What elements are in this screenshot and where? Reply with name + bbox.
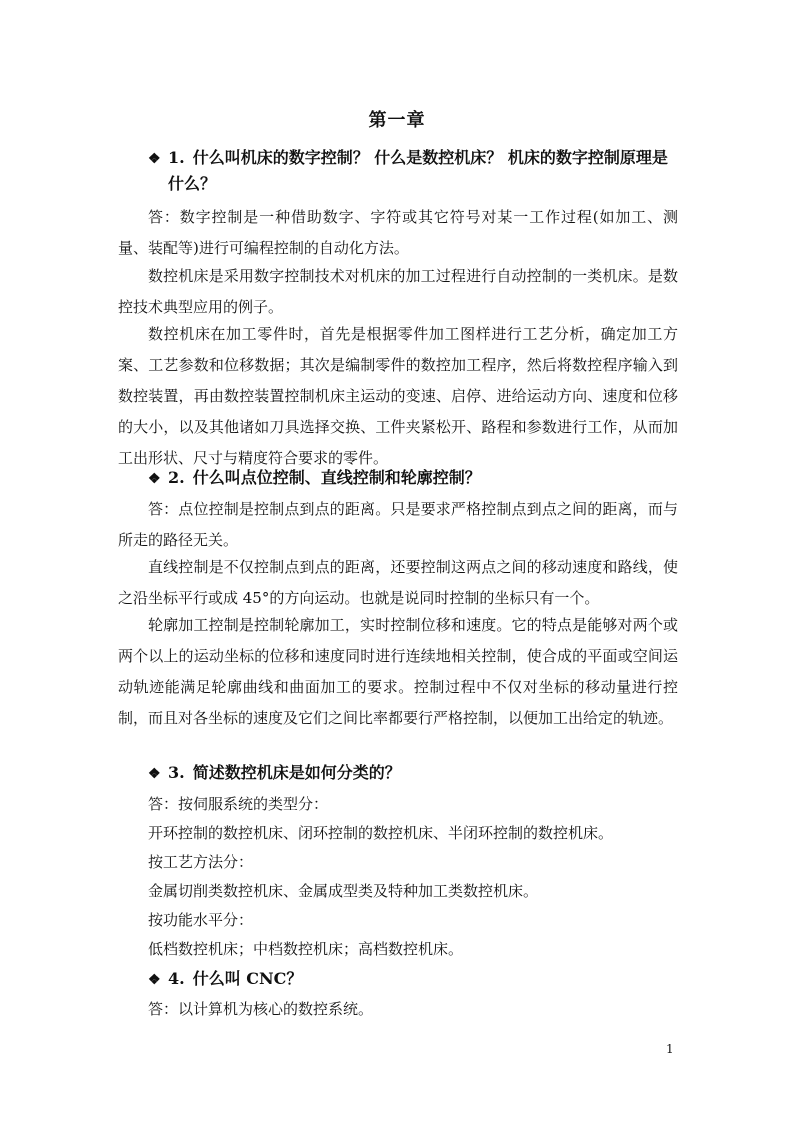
question-1 <box>148 143 668 193</box>
question-number: 2. <box>168 468 185 487</box>
answer-paragraph: 数控机床在加工零件时，首先是根据零件加工图样进行工艺分析，确定加工方案、工艺参数和位移数据；其次是编制零件的数控加工程序，然后将数控程序输入到数控装置，再由数控装置控制机床主运动的变速、启停、进给运动方向、速度和位移的大小，以及其他诸如刀具选择交换、工件夹紧松开、路程和参数进行工作，从而加工出形状、尺寸与精度符合要求的零件。 <box>118 325 678 467</box>
answer-line: 开环控制的数控机床、闭环控制的数控机床、半闭环控制的数控机床。 <box>148 824 614 842</box>
question-text: 简述数控机床是如何分类的？ <box>192 763 401 782</box>
diamond-bullet-icon: ❖ <box>148 972 161 988</box>
answer-line: 按工艺方法分： <box>148 853 254 871</box>
question-text: 什么叫点位控制、直线控制和轮廓控制？ <box>192 468 481 487</box>
answer-line: 按功能水平分： <box>148 911 254 929</box>
diamond-bullet-icon: ❖ <box>148 151 161 167</box>
answer-paragraph: 轮廓加工控制是控制轮廓加工，实时控制位移和速度。它的特点是能够对两个或两个以上的运动坐标的位移和速度同时进行连续地相关控制，使合成的平面或空间运动轨迹能满足轮廓曲线和曲面加工的要求。控制过程中不仅对坐标的移动量进行控制，而且对各坐标的速度及它们之间比率都要行严格控制，以便加工出给定的轨迹。 <box>118 616 678 727</box>
answer-paragraph: 答：点位控制是控制点到点的距离。只是要求严格控制点到点之间的距离，而与所走的路径无关。 <box>118 500 678 549</box>
question-4 <box>148 964 302 995</box>
answer-line: 答：按伺服系统的类型分： <box>148 795 329 813</box>
chapter-title: 第一章 <box>368 110 426 131</box>
answer-line: 金属切削类数控机床、金属成型类及特种加工类数控机床。 <box>148 882 539 900</box>
answer-paragraph: 数控机床是采用数字控制技术对机床的加工过程进行自动控制的一类机床。是数控技术典型应用的例子。 <box>118 267 678 316</box>
answer-line: 答：以计算机为核心的数控系统。 <box>148 1000 374 1018</box>
question-text: 什么叫 CNC？ <box>192 969 303 988</box>
diamond-bullet-icon: ❖ <box>148 766 161 782</box>
question-2 <box>148 463 481 494</box>
answer-paragraph: 答：数字控制是一种借助数字、字符或其它符号对某一工作过程(如加工、测量、装配等)进行可编程控制的自动化方法。 <box>118 208 678 257</box>
question-number: 1. <box>168 148 185 167</box>
question-number: 4. <box>168 969 185 988</box>
question-text: 什么叫机床的数字控制？ 什么是数控机床？ 机床的数字控制原理是 <box>192 148 668 167</box>
answer-line: 低档数控机床；中档数控机床；高档数控机床。 <box>148 940 464 958</box>
page-number: 1 <box>666 1042 674 1056</box>
question-number: 3. <box>168 763 185 782</box>
question-text-continuation: 什么？ <box>168 174 217 193</box>
diamond-bullet-icon: ❖ <box>148 471 161 487</box>
answer-paragraph: 直线控制是不仅控制点到点的距离，还要控制这两点之间的移动速度和路线，使之沿坐标平行或成 45°的方向运动。也就是说同时控制的坐标只有一个。 <box>118 558 678 607</box>
question-3 <box>148 758 401 789</box>
